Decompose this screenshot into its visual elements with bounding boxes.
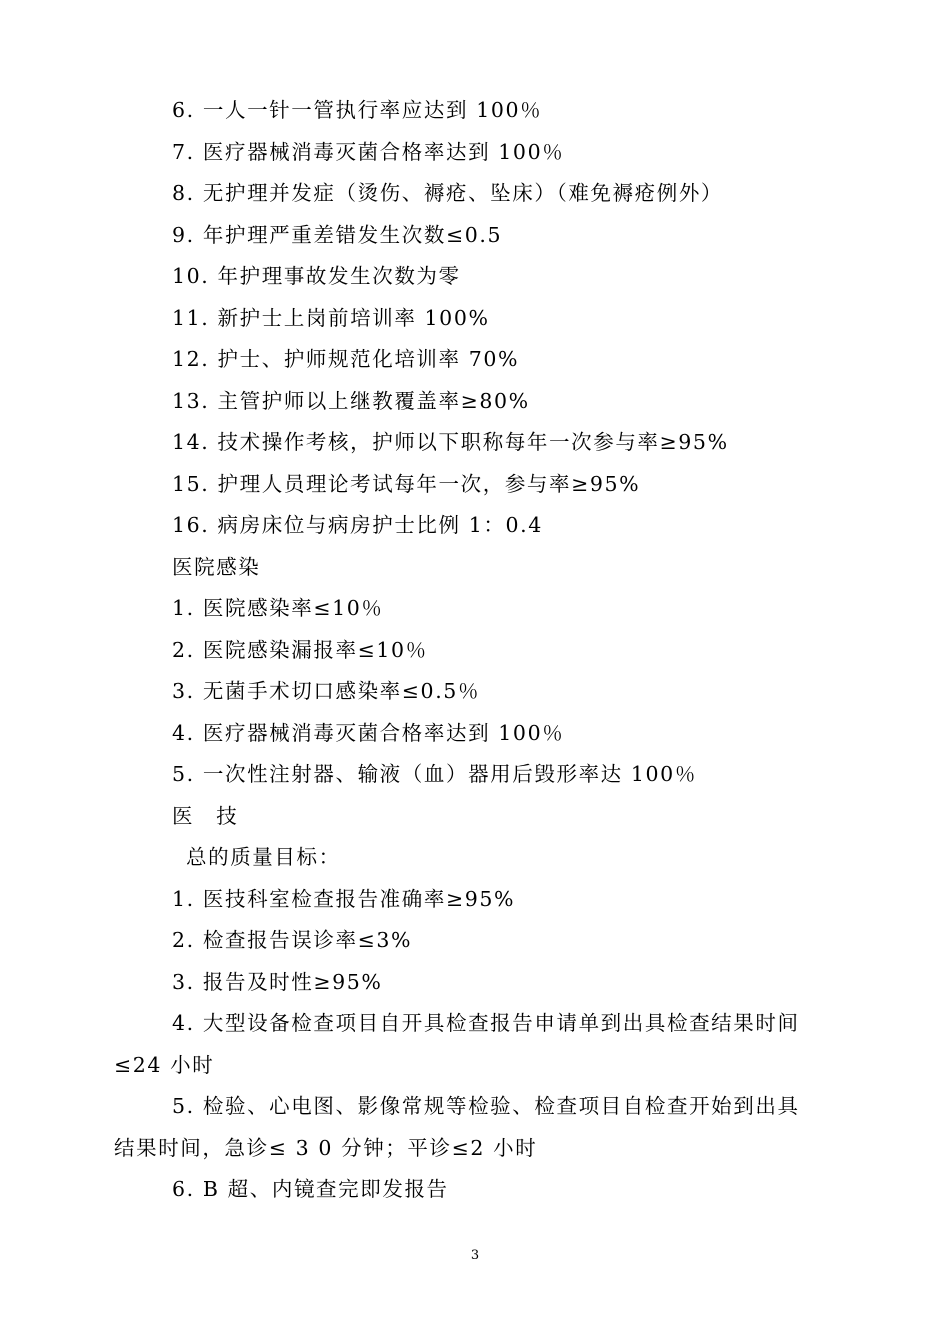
text-line: 5. 一次性注射器、输液（血）器用后毁形率达 100％ — [172, 762, 697, 786]
text-line: 6. 一人一针一管执行率应达到 100％ — [172, 98, 543, 122]
section-heading: 医院感染 — [172, 555, 261, 579]
text-line: 2. 医院感染漏报率≤10％ — [172, 638, 428, 662]
text-line-continuation: 结果时间，急诊≤ 3 0 分钟；平诊≤2 小时 — [114, 1136, 538, 1160]
text-line: 15. 护理人员理论考试每年一次，参与率≥95% — [172, 472, 641, 496]
text-line: 13. 主管护师以上继教覆盖率≥80% — [172, 389, 530, 413]
text-line: 6. B 超、内镜查完即发报告 — [172, 1177, 449, 1201]
text-line: 1. 医技科室检查报告准确率≥95% — [172, 887, 516, 911]
text-line: 8. 无护理并发症（烫伤、褥疮、坠床）（难免褥疮例外） — [172, 181, 724, 205]
section-heading: 医 技 — [172, 804, 239, 828]
text-line: 11. 新护士上岗前培训率 100% — [172, 306, 490, 330]
text-line: 12. 护士、护师规范化培训率 70% — [172, 347, 520, 371]
text-line: 16. 病房床位与病房护士比例 1：0.4 — [172, 513, 543, 537]
text-line: 10. 年护理事故发生次数为零 — [172, 264, 461, 288]
text-line: 3. 无菌手术切口感染率≤0.5％ — [172, 679, 481, 703]
subheading: 总的质量目标： — [186, 845, 341, 869]
text-line: 4. 大型设备检查项目自开具检查报告申请单到出具检查结果时间 — [172, 1011, 800, 1035]
text-line-continuation: ≤24 小时 — [114, 1053, 215, 1077]
page-number: 3 — [470, 1248, 480, 1263]
text-line: 5. 检验、心电图、影像常规等检验、检查项目自检查开始到出具 — [172, 1094, 800, 1118]
text-line: 14. 技术操作考核，护师以下职称每年一次参与率≥95% — [172, 430, 729, 454]
text-line: 4. 医疗器械消毒灭菌合格率达到 100％ — [172, 721, 565, 745]
text-line: 2. 检查报告误诊率≤3% — [172, 928, 413, 952]
text-line: 9. 年护理严重差错发生次数≤0.5 — [172, 223, 503, 247]
text-line: 7. 医疗器械消毒灭菌合格率达到 100％ — [172, 140, 565, 164]
text-line: 3. 报告及时性≥95% — [172, 970, 383, 994]
text-line: 1. 医院感染率≤10％ — [172, 596, 384, 620]
